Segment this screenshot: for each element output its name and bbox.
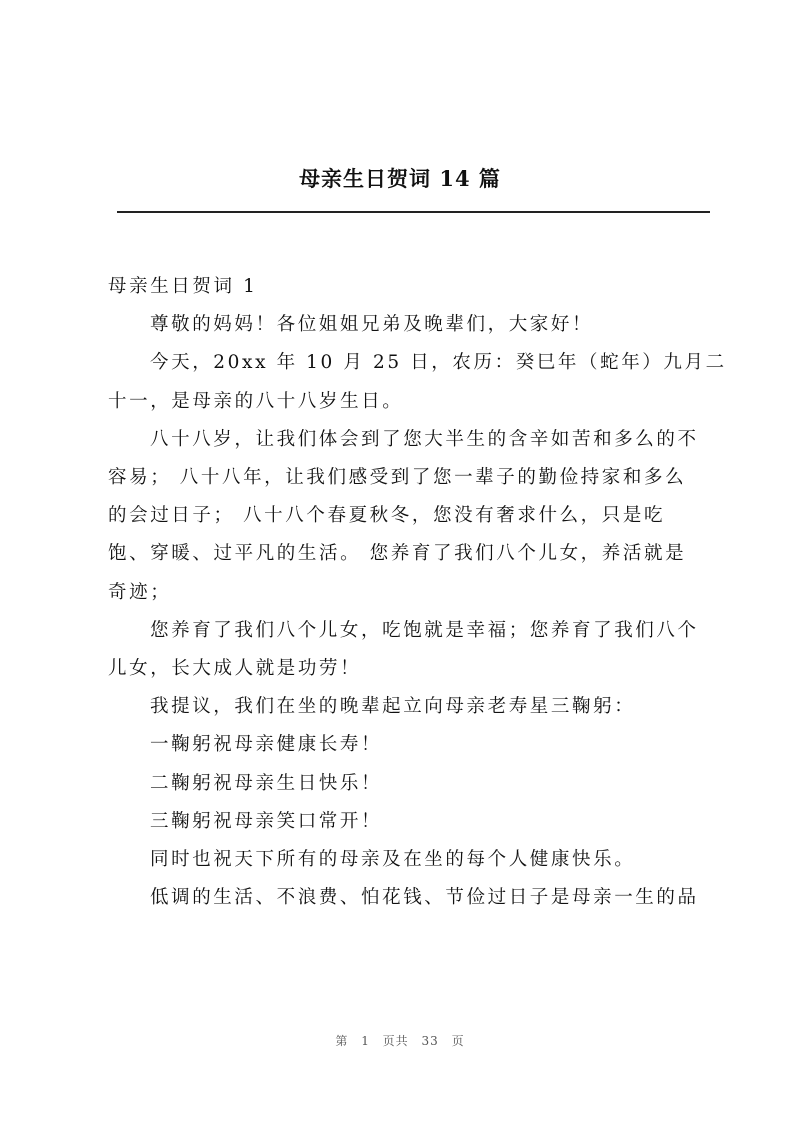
section-heading: 母亲生日贺词 1 [108,276,258,297]
paragraph-line: 尊敬的妈妈！各位姐姐兄弟及晚辈们，大家好！ [150,314,594,336]
paragraph-line: 三鞠躬祝母亲笑口常开！ [150,810,383,832]
paragraph-line: 奇迹； [108,581,172,603]
paragraph-line: 一鞠躬祝母亲健康长寿！ [150,734,383,756]
paragraph-line: 饱、穿暖、过平凡的生活。 您养育了我们八个儿女，养活就是 [108,543,687,565]
paragraph-line: 低调的生活、不浪费、怕花钱、节俭过日子是母亲一生的品 [150,887,699,909]
paragraph-line: 二鞠躬祝母亲生日快乐！ [150,772,383,794]
document-title: 母亲生日贺词 14 篇 [299,166,501,191]
title-divider [117,211,710,213]
paragraph-line: 容易； 八十八年，让我们感受到了您一辈子的勤俭持家和多么 [108,467,687,489]
paragraph-line: 八十八岁，让我们体会到了您大半生的含辛如苦和多么的不 [150,428,699,450]
paragraph-line: 我提议，我们在坐的晚辈起立向母亲老寿星三鞠躬： [150,696,636,718]
paragraph-line: 儿女，长大成人就是功劳！ [108,658,362,680]
document-body [108,268,727,917]
paragraph-line: 十一，是母亲的八十八岁生日。 [108,390,404,412]
paragraph-line: 今天，20xx 年 10 月 25 日，农历：癸巳年（蛇年）九月二 [150,352,727,374]
paragraph-line: 的会过日子； 八十八个春夏秋冬，您没有奢求什么，只是吃 [108,505,666,527]
paragraph-line: 同时也祝天下所有的母亲及在坐的每个人健康快乐。 [150,849,636,871]
page-number: 第 1 页共 33 页 [335,1034,465,1048]
paragraph-line: 您养育了我们八个儿女，吃饱就是幸福；您养育了我们八个 [150,619,699,641]
